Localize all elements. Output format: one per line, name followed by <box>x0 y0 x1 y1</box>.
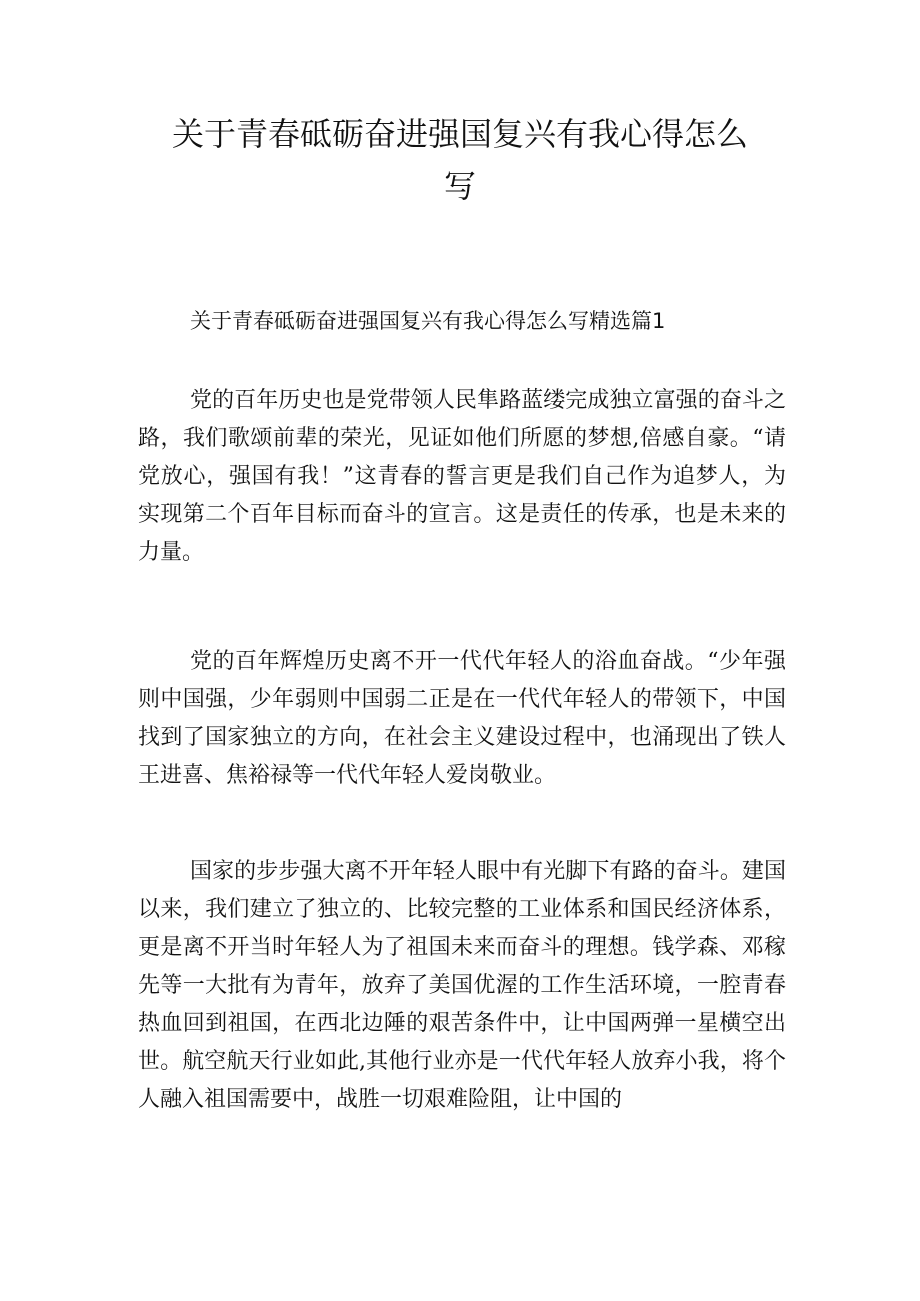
body-paragraph-2: 党的百年辉煌历史离不开一代代年轻人的浴血奋战。“少年强则中国强，少年弱则中国弱二正是在一代代年轻人的带领下，中国找到了国家独立的方向，在社会主义建设过程中，也涌现出了铁人王进喜、焦裕禄等一代代年轻人爱岗敬业。 <box>138 649 786 788</box>
document-title: 关于青春砥砺奋进强国复兴有我心得怎么写 <box>171 115 748 205</box>
body-paragraph-1: 党的百年历史也是党带领人民隼路蓝缕完成独立富强的奋斗之路，我们歌颂前辈的荣光，见证如他们所愿的梦想,倍感自豪。“请党放心，强国有我！”这青春的誓言更是我们自己作为追梦人，为实现第二个百年目标而奋斗的宣言。这是责任的传承，也是未来的力量。 <box>138 388 786 565</box>
body-paragraph-3: 国家的步步强大离不开年轻人眼中有光脚下有路的奋斗。建国以来，我们建立了独立的、比较完整的工业体系和国民经济体系，更是离不开当时年轻人为了祖国未来而奋斗的理想。钱学森、邓稼先等一大批有为青年，放弃了美国优渥的工作生活环境，一腔青春热血回到祖国，在西北边陲的艰苦条件中，让中国两弹一星横空出世。航空航天行业如此,其他行业亦是一代代年轻人放弃小我，将个人融入祖国需要中，战胜一切艰难险阻，让中国的 <box>138 859 786 1112</box>
section-heading: 关于青春砥砺奋进强国复兴有我心得怎么写精选篇1 <box>190 309 666 333</box>
